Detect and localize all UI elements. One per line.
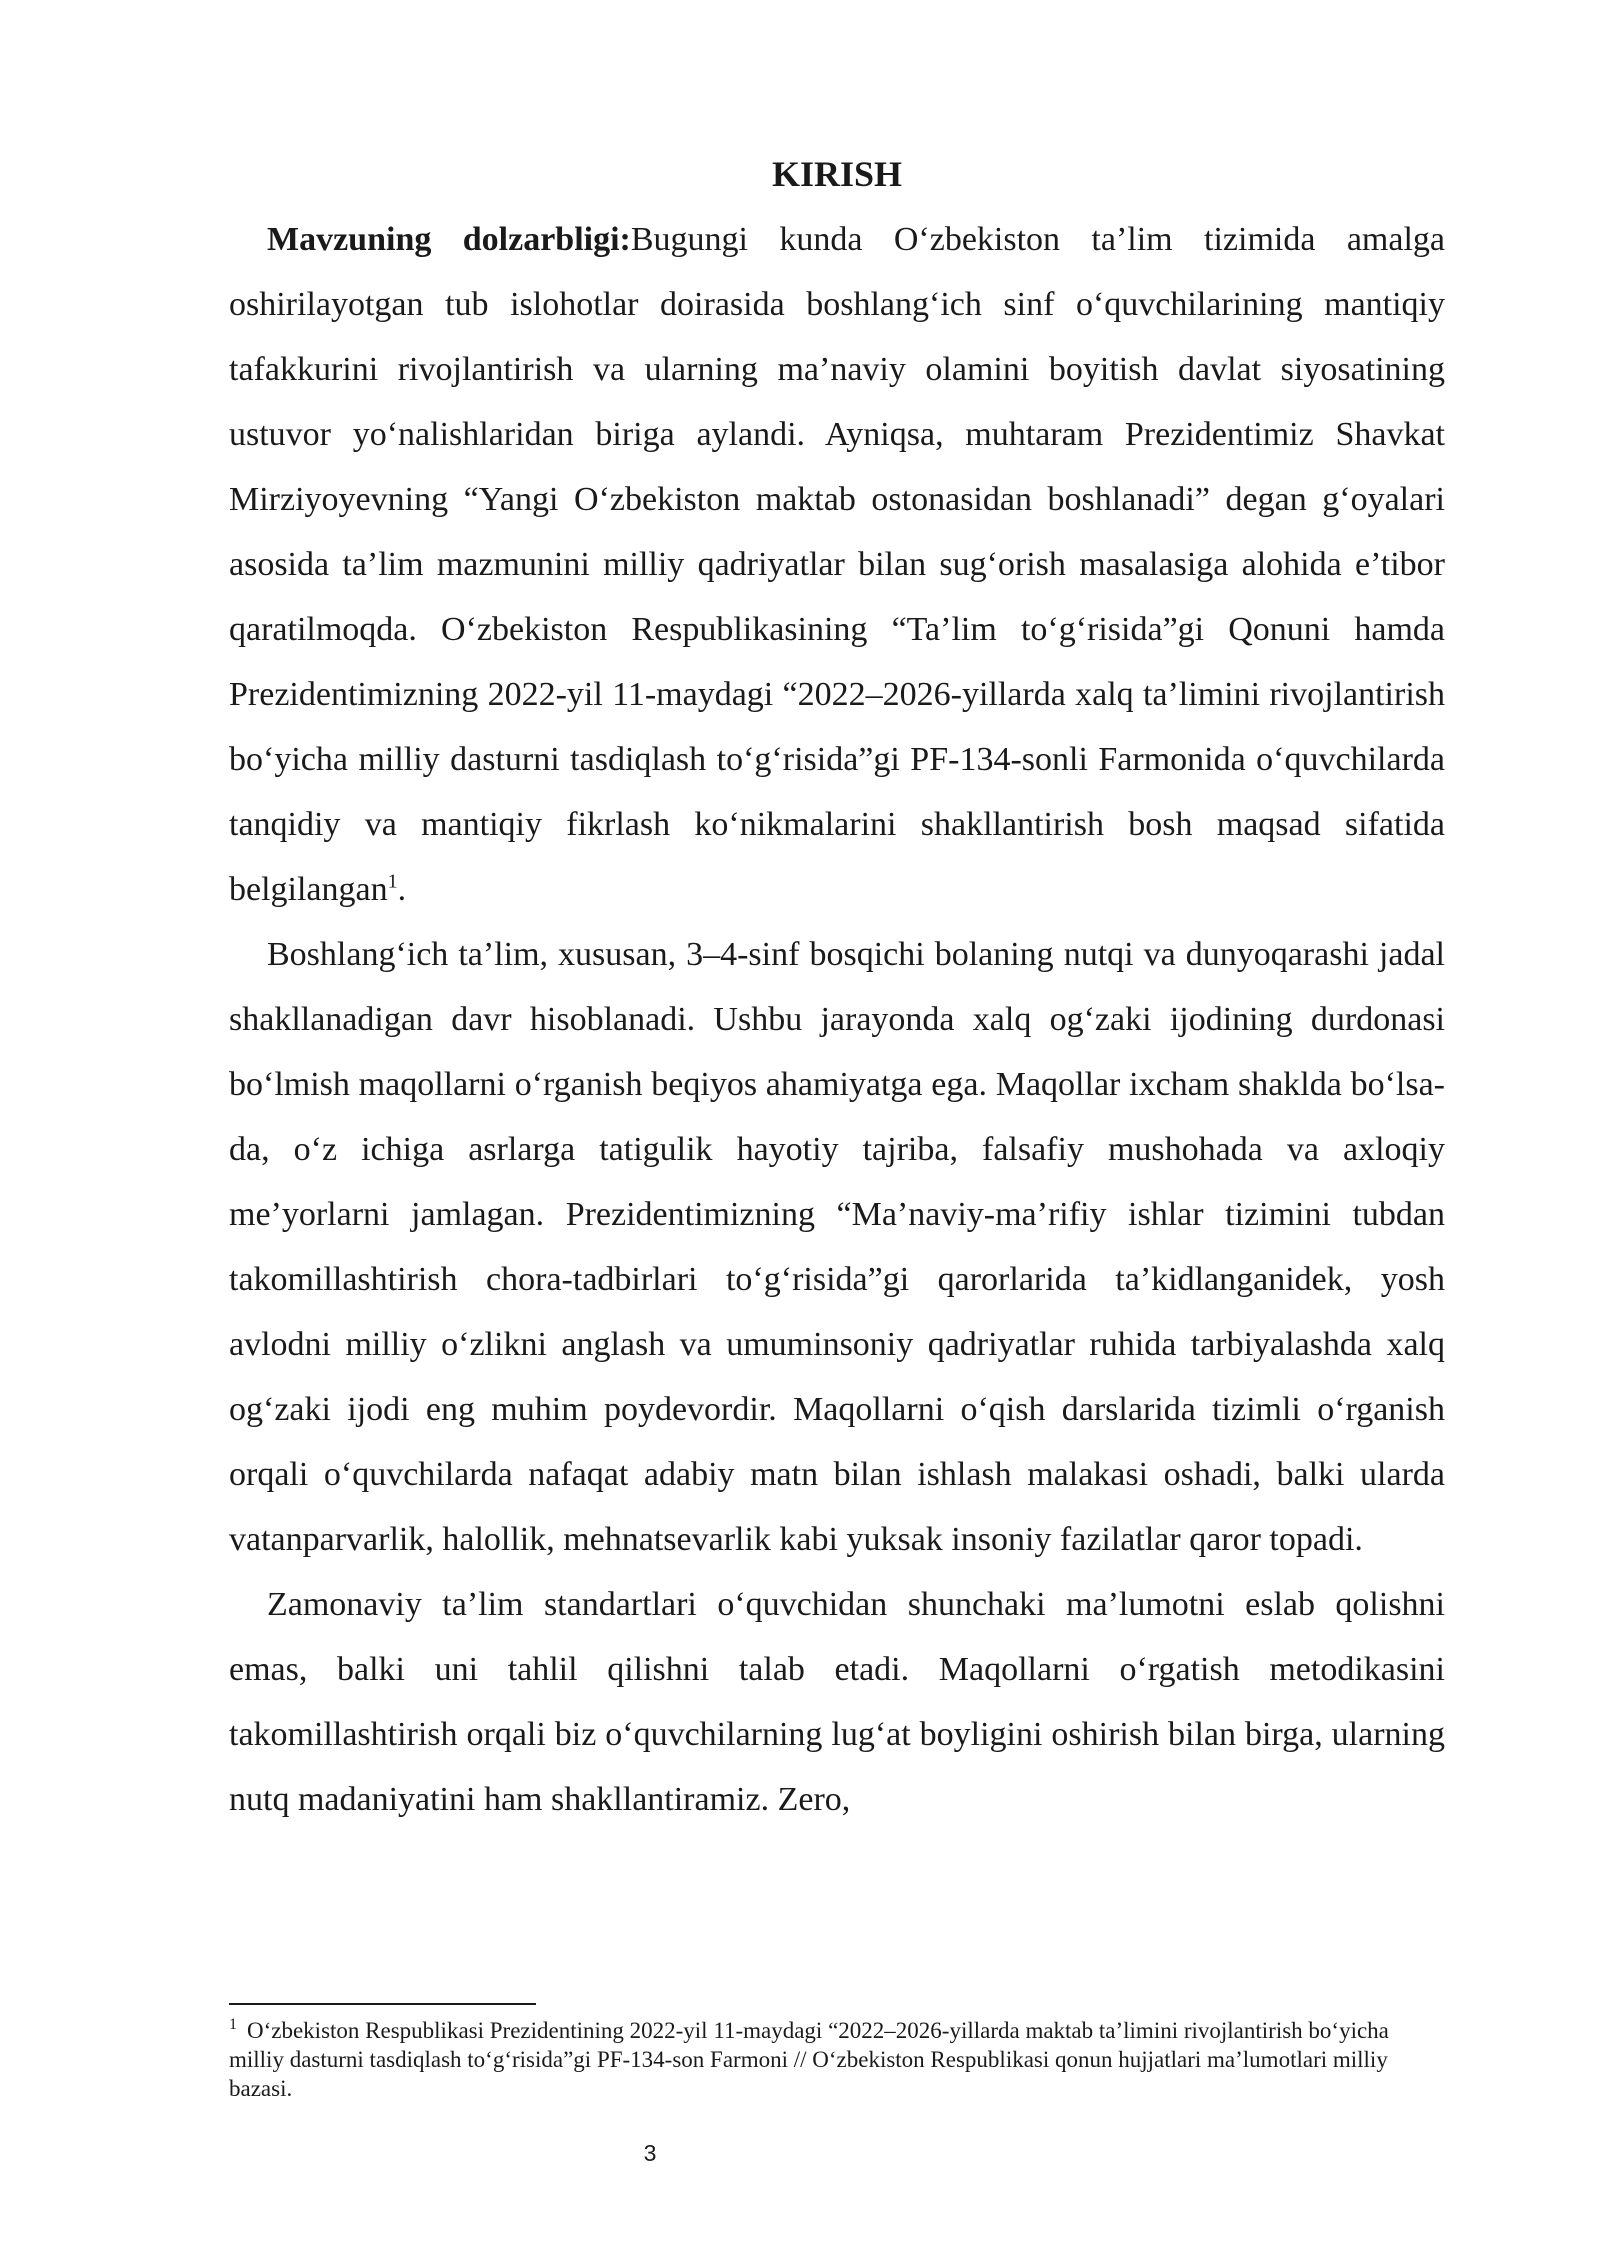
section-heading: KIRISH xyxy=(771,154,903,194)
footnote-reference[interactable]: 1 xyxy=(387,870,398,893)
paragraph-modern-standards: Zamonaviy ta’lim standartlari o‘quvchidan shunchaki ma’lumotni eslab qolishni emas, balki uni tahlil qilishni talab etadi. Maqollarni o‘rgatish metodikasini takomillashtirish orqali biz o‘quvchilarning lug‘at boyligini oshirish bilan birga, ularning nutq madaniyatini ham shakllantiramiz. Zero, xyxy=(229,1586,1445,1818)
footnote xyxy=(229,2016,1445,2103)
footnote-text: O‘zbekiston Respublikasi Prezidentining 2022-yil 11-maydagi “2022–2026-yillarda maktab ta’limini rivojlantirish bo‘yicha milliy dasturni tasdiqlash to‘g‘risida”gi PF-134-son Farmoni // O‘zbekiston Respublikasi qonun hujjatlari ma’lumotlari milliy bazasi. xyxy=(229,2018,1389,2101)
paragraph-relevance xyxy=(229,207,1445,922)
page-number: 3 xyxy=(643,2140,657,2166)
paragraph-text: Bugungi kunda O‘zbekiston ta’lim tizimida amalga oshirilayotgan tub islohotlar doirasida boshlang‘ich sinf o‘quvchilarining mantiqiy tafakkurini rivojlantirish va ularning ma’naviy olamini boyitish davlat siyosatining ustuvor yo‘nalishlaridan biriga aylandi. Ayniqsa, muhtaram Prezidentimiz Shavkat Mirziyoyevning “Yangi O‘zbekiston maktab ostonasidan boshlanadi” degan g‘oyalari asosida ta’lim mazmunini milliy qadriyatlar bilan sug‘orish masalasiga alohida e’tibor qaratilmoqda. O‘zbekiston Respublikasining “Ta’lim to‘g‘risida”gi Qonuni hamda Prezidentimizning 2022-yil 11-maydagi “2022–2026-yillarda xalq ta’limini rivojlantirish bo‘yicha milliy dasturni tasdiqlash to‘g‘risida”gi PF-134-sonli Farmonida o‘quvchilarda tanqidiy va mantiqiy fikrlash ko‘nikmalarini shakllantirish bosh maqsad sifatida belgilangan xyxy=(229,221,1445,908)
paragraph-tail: . xyxy=(397,871,407,908)
paragraph-lead: Mavzuning dolzarbligi: xyxy=(267,221,631,258)
paragraph-primary-education: Boshlang‘ich ta’lim, xususan, 3–4-sinf bosqichi bolaning nutqi va dunyoqarashi jadal shakllanadigan davr hisoblanadi. Ushbu jarayonda xalq og‘zaki ijodining durdonasi bo‘lmish maqollarni o‘rganish beqiyos ahamiyatga ega. Maqollar ixcham shaklda bo‘lsa-da, o‘z ichiga asrlarga tatigulik hayotiy tajriba, falsafiy mushohada va axloqiy me’yorlarni jamlagan. Prezidentimizning “Ma’naviy-ma’rifiy ishlar tizimini tubdan takomillashtirish chora-tadbirlari to‘g‘risida”gi qarorlarida ta’kidlanganidek, yosh avlodni milliy o‘zlikni anglash va umuminsoniy qadriyatlar ruhida tarbiyalashda xalq og‘zaki ijodi eng muhim poydevordir. Maqollarni o‘qish darslarida tizimli o‘rganish orqali o‘quvchilarda nafaqat adabiy matn bilan ishlash malakasi oshadi, balki ularda vatanparvarlik, halollik, mehnatsevarlik kabi yuksak insoniy fazilatlar qaror topadi. xyxy=(229,936,1445,1558)
document-page xyxy=(229,148,1445,1832)
footnote-number: 1 xyxy=(229,2016,237,2034)
footnote-separator xyxy=(229,2003,536,2005)
